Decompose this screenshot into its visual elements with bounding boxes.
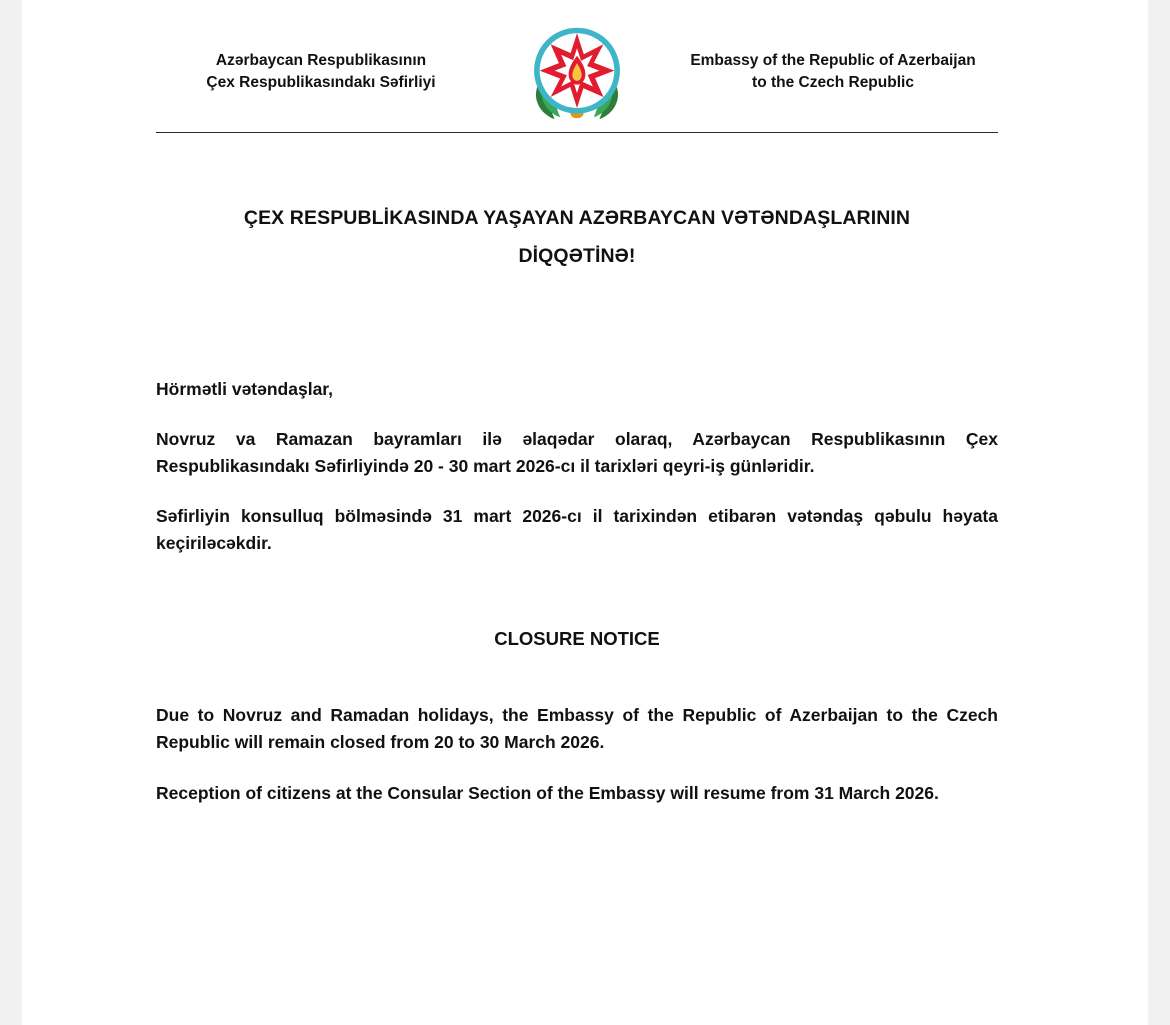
notice-title [156,199,998,275]
salutation: Hörmətli vətəndaşlar, [156,379,334,400]
notice-title-line2: DİQQƏTİNƏ! [518,245,636,268]
paragraph-az-2: Səfirliyin konsulluq bölməsində 31 mart 2026-cı il tarixindən etibarən vətəndaş qəbulu həyata keçiriləcəkdir. [156,506,998,553]
paragraph-en-1: Due to Novruz and Ramadan holidays, the Embassy of the Republic of Azerbaijan to the Czech Republic will remain closed from 20 to 30 March 2026. [156,705,998,752]
document-content [156,0,998,806]
embassy-name-en-line2: to the Czech Republic [752,74,914,91]
azerbaijan-state-emblem-icon [521,15,633,130]
paragraph-en-2: Reception of citizens at the Consular Section of the Embassy will resume from 31 March 2026. [156,782,939,803]
embassy-name-az-line1: Azərbaycan Respublikasının [215,51,427,69]
embassy-name-en [658,50,998,95]
closure-notice-subtitle: CLOSURE NOTICE [494,628,660,650]
embassy-name-en-line1: Embassy of the Republic of Azerbaijan [690,51,976,69]
embassy-name-az-line2: Çex Respublikasındakı Səfirliyi [206,74,436,91]
emblem-container [517,15,637,130]
header-divider [156,132,998,133]
document-page [22,0,1148,1025]
notice-title-line1: ÇEX RESPUBLİKASINDA YAŞAYAN AZƏRBAYCAN VƏTƏNDAŞLARININ [243,207,911,229]
paragraph-az-1: Novruz va Ramazan bayramları ilə əlaqədar olaraq, Azərbaycan Respublikasının Çex Respublikasındakı Səfirliyində 20 - 30 mart 2026-cı il tarixləri qeyri-iş günləridir. [156,429,998,476]
letterhead [156,0,998,126]
embassy-name-az [156,50,496,95]
